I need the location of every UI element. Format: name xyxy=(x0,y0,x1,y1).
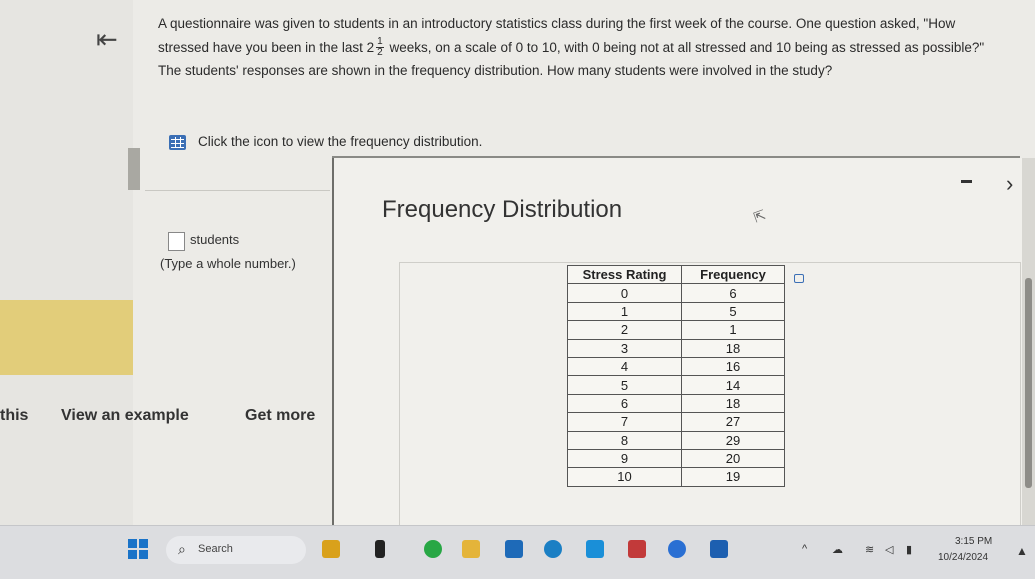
stress-rating-cell: 8 xyxy=(568,431,682,449)
frequency-cell: 6 xyxy=(682,284,785,302)
search-icon: ⌕ xyxy=(178,541,186,557)
left-panel xyxy=(0,0,133,525)
mixed-number: 2 $\frac{1}{2}$ xyxy=(366,36,383,59)
store-icon[interactable] xyxy=(505,540,523,558)
widgets-icon[interactable] xyxy=(322,540,340,558)
frequency-cell: 20 xyxy=(682,449,785,467)
taskbar xyxy=(0,525,1035,579)
stress-rating-cell: 4 xyxy=(568,357,682,375)
scrollbar-thumb[interactable] xyxy=(1025,278,1032,488)
stress-rating-cell: 10 xyxy=(568,468,682,486)
table-row xyxy=(568,449,785,467)
table-row xyxy=(568,394,785,412)
clock-date[interactable]: 10/24/2024 xyxy=(938,552,989,563)
frequency-cell: 29 xyxy=(682,431,785,449)
wifi-icon[interactable]: ≋ xyxy=(865,544,875,556)
frequency-cell: 5 xyxy=(682,302,785,320)
edge-icon[interactable] xyxy=(544,540,562,558)
frequency-cell: 18 xyxy=(682,394,785,412)
stress-rating-cell: 3 xyxy=(568,339,682,357)
view-example-button[interactable]: View an example xyxy=(61,407,189,424)
chevron-up-icon[interactable]: ^ xyxy=(802,543,808,555)
column-header: Frequency xyxy=(682,266,785,284)
volume-icon[interactable]: ◁ xyxy=(885,544,894,556)
app-icon[interactable] xyxy=(668,540,686,558)
taskbar-search[interactable] xyxy=(166,536,306,564)
chevron-right-icon[interactable]: › xyxy=(1006,171,1014,196)
table-row xyxy=(568,376,785,394)
click-instruction: Click the icon to view the frequency distribution. xyxy=(198,134,483,149)
table-icon[interactable] xyxy=(169,135,186,150)
table-row xyxy=(568,321,785,339)
file-explorer-icon[interactable] xyxy=(462,540,480,558)
minimize-icon[interactable] xyxy=(961,180,972,183)
table-row xyxy=(568,468,785,486)
column-header: Stress Rating xyxy=(568,266,682,284)
back-arrow-icon[interactable]: ⇤ xyxy=(96,24,118,54)
answer-hint: (Type a whole number.) xyxy=(160,256,296,271)
table-row xyxy=(568,431,785,449)
stress-rating-cell: 5 xyxy=(568,376,682,394)
copy-icon[interactable] xyxy=(794,274,804,283)
stress-rating-cell: 7 xyxy=(568,413,682,431)
frequency-cell: 1 xyxy=(682,321,785,339)
frequency-cell: 14 xyxy=(682,376,785,394)
clock-time[interactable]: 3:15 PM xyxy=(955,536,993,547)
help-partial-link[interactable]: this xyxy=(0,407,29,424)
app-icon[interactable] xyxy=(586,540,604,558)
popup-title: Frequency Distribution xyxy=(382,196,623,223)
table-row xyxy=(568,302,785,320)
frequency-cell: 16 xyxy=(682,357,785,375)
frequency-cell: 18 xyxy=(682,339,785,357)
table-row xyxy=(568,339,785,357)
battery-icon[interactable]: ▮ xyxy=(906,544,913,556)
copilot-icon[interactable] xyxy=(424,540,442,558)
app-icon[interactable] xyxy=(628,540,646,558)
answer-input[interactable] xyxy=(168,232,185,251)
app-icon[interactable] xyxy=(710,540,728,558)
cloud-icon[interactable]: ☁ xyxy=(832,544,843,556)
frequency-table xyxy=(567,265,785,487)
divider xyxy=(145,190,330,191)
table-row xyxy=(568,357,785,375)
cursor-icon: ⇱ xyxy=(751,206,768,226)
get-more-help-button[interactable]: Get more xyxy=(245,407,316,424)
stress-rating-cell: 6 xyxy=(568,394,682,412)
frequency-cell: 27 xyxy=(682,413,785,431)
answer-unit-label: students xyxy=(190,232,240,247)
scrollbar[interactable] xyxy=(1022,158,1035,525)
stress-rating-cell: 9 xyxy=(568,449,682,467)
table-row xyxy=(568,413,785,431)
notification-bell-icon[interactable]: ▲ xyxy=(1016,544,1028,558)
table-row xyxy=(568,284,785,302)
frequency-popup xyxy=(332,158,1024,525)
highlight-block xyxy=(0,300,133,375)
question-text: A questionnaire was given to students in an introductory statistics class during the first week of the course. One question asked, "How stressed have you been in the last 2 $\frac{1}{2}$ weeks, on a scale of 0 to 10, with 0 being not at all stressed and 10 being as stressed as possible?" The students' responses are shown in the frequency distribution. How many students were involved in the study? xyxy=(158,16,985,78)
stress-rating-cell: 1 xyxy=(568,302,682,320)
task-view-icon[interactable] xyxy=(375,540,385,558)
panel-scroll-tab[interactable] xyxy=(128,148,140,190)
windows-start-icon[interactable] xyxy=(128,539,148,559)
frequency-cell: 19 xyxy=(682,468,785,486)
stress-rating-cell: 2 xyxy=(568,321,682,339)
stress-rating-cell: 0 xyxy=(568,284,682,302)
search-label: Search xyxy=(198,543,233,555)
